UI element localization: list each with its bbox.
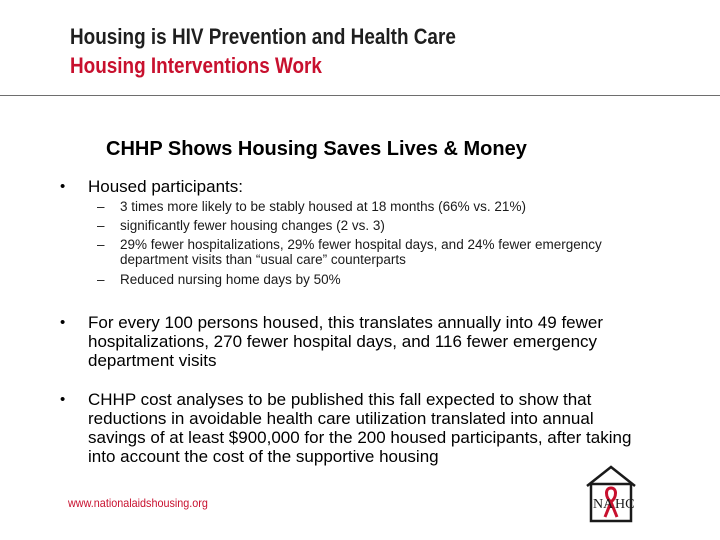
sub-dash: – (97, 237, 105, 252)
sub-dash: – (97, 272, 105, 287)
sub-item-text: 29% fewer hospitalizations, 29% fewer hospital days, and 24% fewer emergency department visits than “usual care” counterparts (120, 237, 602, 267)
logo-letters-left: NA (593, 497, 614, 512)
slide-title: CHHP Shows Housing Saves Lives & Money (106, 138, 527, 160)
bullet-marker: • (60, 314, 66, 331)
header-title: Housing is HIV Prevention and Health Care (70, 24, 456, 49)
house-ribbon-logo-icon (584, 464, 638, 524)
header-subtitle: Housing Interventions Work (70, 53, 322, 78)
bullet-text: Housed participants: (88, 177, 243, 196)
bullet-marker: • (60, 178, 66, 195)
bullet-text: For every 100 persons housed, this translates annually into 49 fewer hospitalizations, 270 fewer hospital days, and 116 fewer emergency department visits (88, 313, 604, 370)
slide-header (0, 0, 720, 96)
sub-item-text: Reduced nursing home days by 50% (120, 272, 341, 287)
bullet-text: CHHP cost analyses to be published this fall expected to show that reductions in avoidable health care utilization translated into annual savings of at least $900,000 for the 200 housed participants, after taking into account the cost of the supportive housing (88, 390, 632, 466)
logo-letters-right: HC (615, 497, 635, 512)
bullet-marker: • (60, 391, 66, 408)
footer-url: www.nationalaidshousing.org (68, 496, 208, 510)
sub-item-text: significantly fewer housing changes (2 vs. 3) (120, 218, 385, 233)
sub-dash: – (97, 218, 105, 233)
sub-dash: – (97, 199, 105, 214)
sub-item-text: 3 times more likely to be stably housed at 18 months (66% vs. 21%) (120, 199, 526, 214)
header-divider (0, 95, 720, 96)
